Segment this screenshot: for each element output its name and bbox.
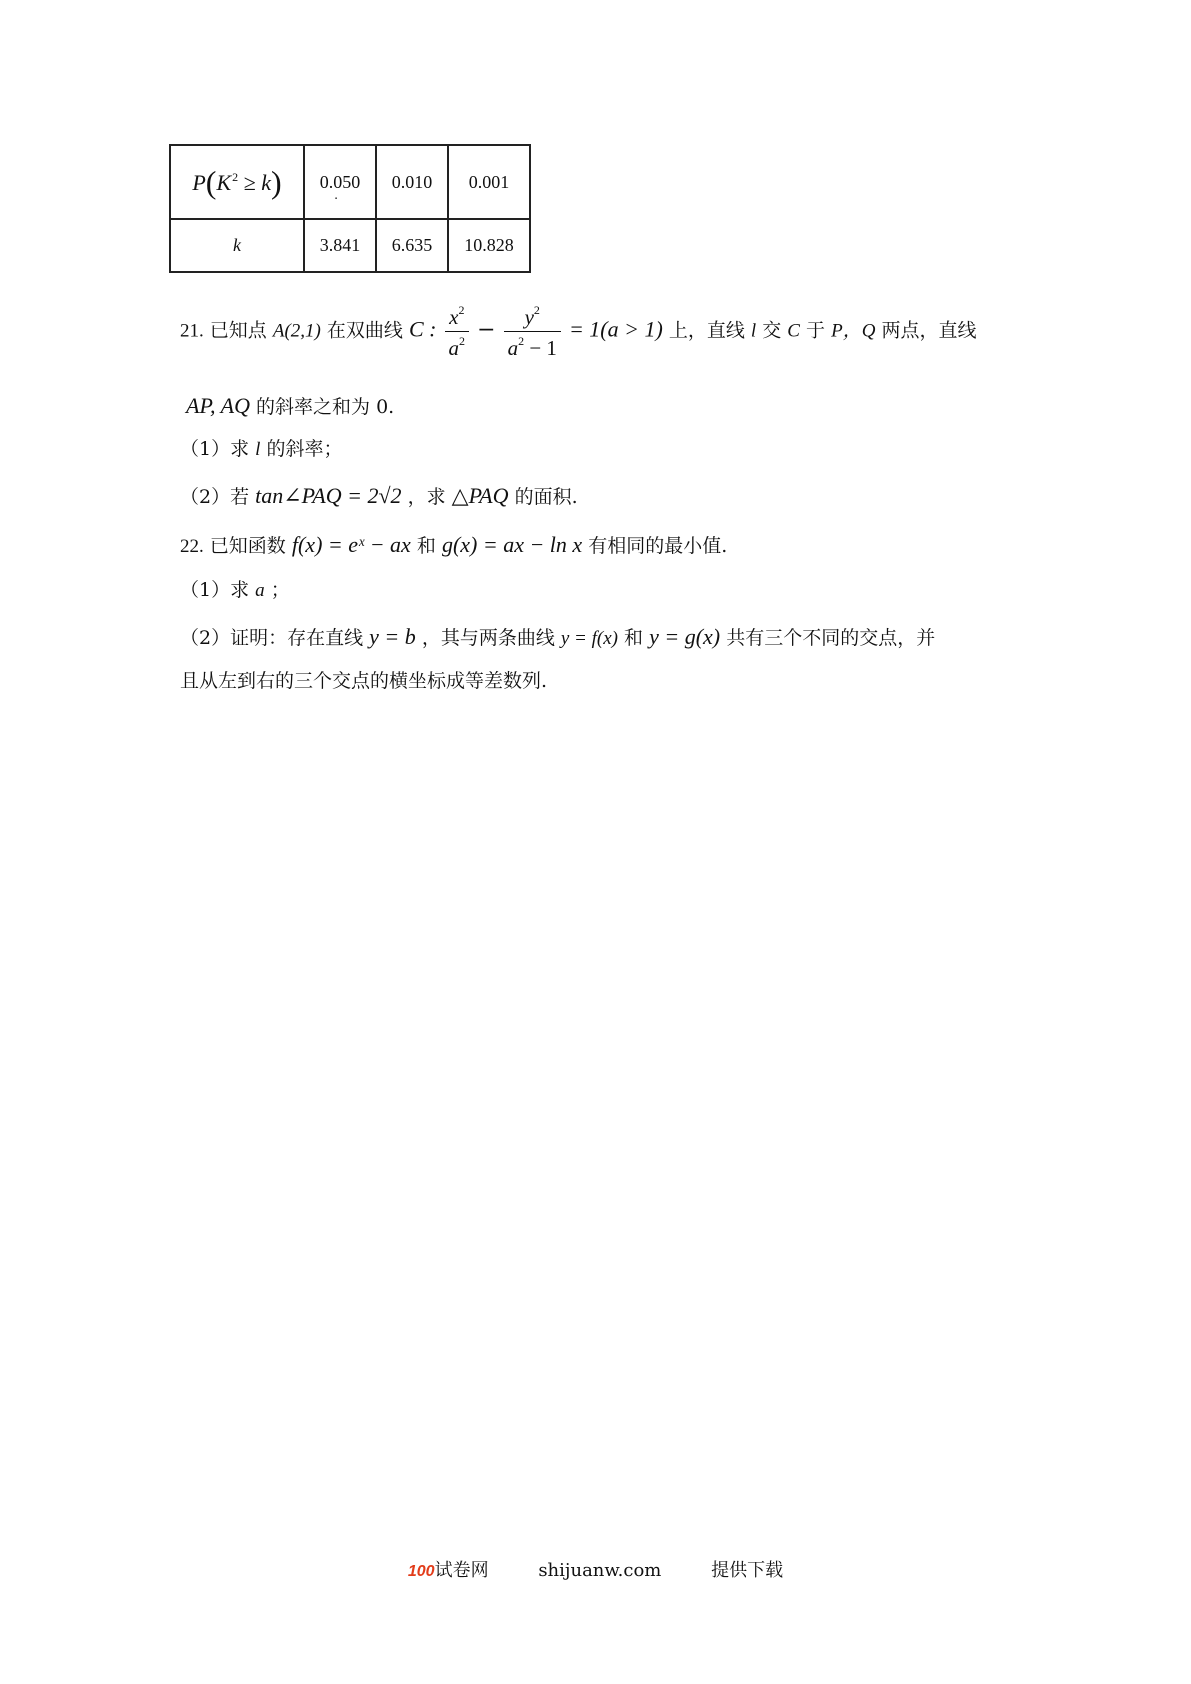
site-name: 试卷网 <box>434 1560 489 1581</box>
fraction-x: $\frac{x^2}{a^2}$ <box>445 304 470 359</box>
line-y-b: y = b <box>369 624 416 649</box>
text: 的斜率之和为 0. <box>256 396 395 418</box>
table-cell: 0.050 · <box>304 145 376 219</box>
table-cell: 0.010 <box>376 145 448 219</box>
text: ； <box>270 579 290 601</box>
site-url[interactable]: shijuanw.com <box>538 1560 662 1581</box>
text: （1）求 <box>180 438 250 460</box>
text: 和 <box>624 627 644 649</box>
function-g: g(x) = ax − ln x <box>441 532 583 557</box>
text: ，求 <box>407 486 446 508</box>
text: 有相同的最小值. <box>588 535 728 557</box>
text: 已知点 <box>209 319 267 342</box>
text: ，其与两条曲线 <box>421 627 555 649</box>
table-cell: 3.841 <box>304 219 376 272</box>
lines-ap-aq: AP, AQ <box>186 393 250 418</box>
var-a: a <box>255 580 265 601</box>
question-22-stem <box>180 534 727 556</box>
text: 共有三个不同的交点，并 <box>726 627 936 649</box>
question-22-part-2-cont <box>180 672 547 691</box>
function-f: f(x) = eˣ − ax <box>291 532 411 557</box>
question-number: 21. <box>180 320 204 342</box>
question-21-stem: 21. 已知点 A(2,1) 在双曲线 C : $\frac{x^2}{a^2}$ − $\frac{y^2}{a^2 - 1}$ = 1(a > 1) 上，直线 l 交 C 于 P，Q 两点，直线 <box>180 303 977 360</box>
text: 上，直线 <box>668 319 745 342</box>
site-logo: 100 <box>407 1563 435 1580</box>
text: 和 <box>416 535 436 557</box>
question-21-part-2 <box>180 485 578 507</box>
text: 交 <box>762 319 782 342</box>
table-header-probability: $P(K^2 \ge k)$ <box>170 145 304 219</box>
equation-rhs: = 1(a > 1) <box>568 316 663 342</box>
curve-name: C : <box>408 316 437 342</box>
table-cell: 0.001 <box>448 145 530 219</box>
var-l: l <box>255 439 261 460</box>
fraction-y: $\frac{y^2}{a^2 - 1}$ <box>504 304 561 359</box>
table-cell: 10.828 <box>448 219 530 272</box>
triangle-paq: △PAQ <box>451 483 509 508</box>
text: 且从左到右的三个交点的横坐标成等差数列. <box>180 670 548 692</box>
text: 已知函数 <box>209 535 286 557</box>
tan-expression: tan∠PAQ = 2√2 <box>255 483 402 508</box>
points-pq: P，Q <box>831 320 876 342</box>
page-footer <box>0 1556 1191 1582</box>
var-c: C <box>787 320 800 342</box>
table-header-k: k <box>170 219 304 272</box>
question-21-part-1 <box>180 440 342 459</box>
curve-f: y = f(x) <box>560 628 618 649</box>
text: 两点，直线 <box>881 319 977 342</box>
text: 的斜率； <box>266 438 343 460</box>
critical-value-table <box>169 144 531 273</box>
curve-g: y = g(x) <box>649 624 721 649</box>
table-row-k <box>170 219 530 272</box>
table-row-probability <box>170 145 530 219</box>
question-22-part-2 <box>180 626 935 648</box>
question-22-part-1 <box>180 581 290 600</box>
question-number: 22. <box>180 536 204 557</box>
text: （2）证明：存在直线 <box>180 627 364 649</box>
table-cell: 6.635 <box>376 219 448 272</box>
point-a: A(2,1) <box>272 320 321 342</box>
text: 在双曲线 <box>326 319 403 342</box>
text: 于 <box>806 319 826 342</box>
var-l: l <box>750 320 757 342</box>
question-21-stem-cont <box>186 395 394 417</box>
text: （2）若 <box>180 486 250 508</box>
footer-tagline: 提供下载 <box>711 1560 784 1581</box>
text: （1）求 <box>180 579 250 601</box>
text: 的面积. <box>514 486 578 508</box>
